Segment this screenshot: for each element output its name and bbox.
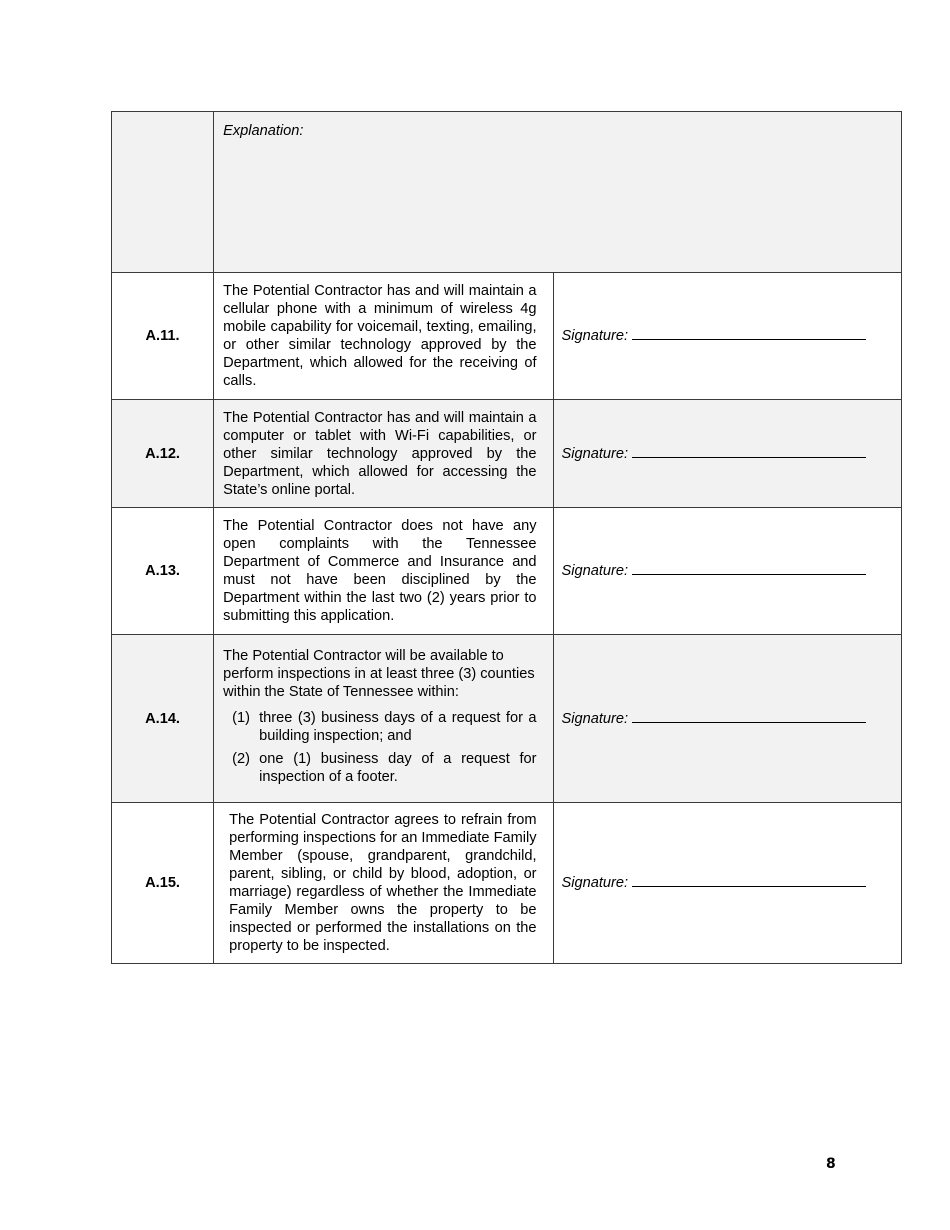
signature-field[interactable] [553,273,901,400]
requirements-table [111,111,902,964]
signature-field[interactable] [553,803,901,964]
item-text: The Potential Contractor will be available to perform inspections in at least three (3) counties within the State of Tennessee within: [223,647,535,700]
item-text: The Potential Contractor has and will maintain a cellular phone with a minimum of wireless 4g mobile capability for voicemail, texting, emailing, or other similar technology approved by the Department, which allowed for the receiving of calls. [214,273,553,400]
list-item-text: one (1) business day of a request for inspection of a footer. [259,750,537,785]
signature-label: Signature: [561,710,629,727]
table-row [112,508,902,635]
item-id: A.13. [112,508,214,635]
list-item-number: (1) [232,709,250,726]
item-text: The Potential Contractor does not have any open complaints with the Tennessee Department of Commerce and Insurance and must not have been disciplined by the Department within the last two (2) years prior to submitting this application. [214,508,553,635]
signature-label: Signature: [561,875,629,891]
explanation-label: Explanation: [223,123,304,139]
list-item-text: three (3) business days of a request for a building inspection; and [259,709,537,744]
table-row [112,400,902,508]
item-text-block [214,635,553,803]
signature-label: Signature: [561,563,629,579]
table-row [112,273,902,400]
explanation-field[interactable] [214,112,902,273]
signature-field[interactable] [553,635,901,803]
item-text: The Potential Contractor has and will maintain a computer or tablet with Wi-Fi capabilities, or other similar technology approved by the Department, which allowed for accessing the State’s online portal. [214,400,553,508]
list-item [232,709,536,745]
explanation-row [112,112,902,273]
signature-line[interactable] [632,874,866,887]
signature-line[interactable] [632,710,866,723]
page-number: 8 [826,1156,836,1172]
item-id: A.11. [112,273,214,400]
signature-line[interactable] [632,562,866,575]
list-item [232,750,536,786]
signature-field[interactable] [553,400,901,508]
item-text: The Potential Contractor agrees to refrain from performing inspections for an Immediate Family Member (spouse, grandparent, grandchild, parent, sibling, or child by blood, adoption, or marriage) regardless of whether the Immediate Family Member owns the property to be inspected or performed the installations on the property to be inspected. [214,803,553,964]
item-id: A.14. [112,635,214,803]
item-id: A.15. [112,803,214,964]
signature-line[interactable] [632,445,866,458]
signature-label: Signature: [561,328,629,344]
sub-list [223,709,536,786]
table-row [112,635,902,803]
signature-line[interactable] [632,327,866,340]
signature-field[interactable] [553,508,901,635]
signature-label: Signature: [561,445,629,462]
table-row [112,803,902,964]
item-id: A.12. [112,400,214,508]
explanation-id-cell [112,112,214,273]
list-item-number: (2) [232,750,250,767]
